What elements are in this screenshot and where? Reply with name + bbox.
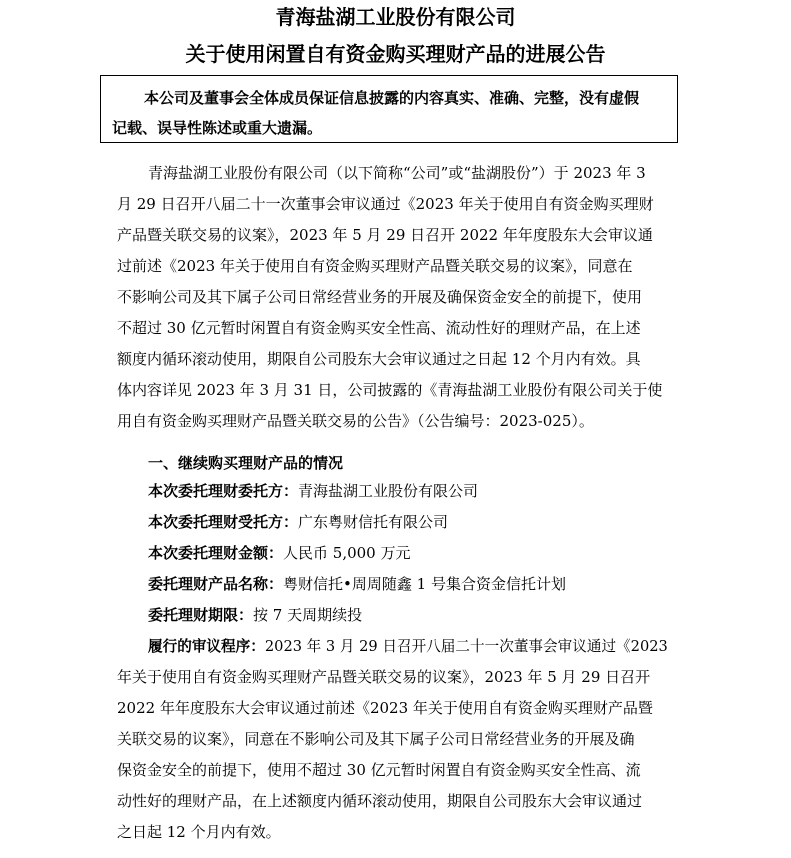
procedure-line: 动性好的理财产品，在上述额度内循环滚动使用，期限自公司股东大会审议通过 bbox=[117, 792, 643, 810]
field-value: 广东粤财信托有限公司 bbox=[298, 513, 449, 531]
field-procedure bbox=[148, 636, 668, 656]
intro-line: 额度内循环滚动使用，期限自公司股东大会审议通过之日起 12 个月内有效。具 bbox=[117, 350, 641, 368]
field-value: 青海盐湖工业股份有限公司 bbox=[298, 482, 479, 500]
field-label: 本次委托理财受托方： bbox=[148, 513, 299, 531]
field-value: 按 7 天周期续投 bbox=[253, 606, 363, 624]
procedure-first-line: 2023 年 3 月 29 日召开八届二十一次董事会审议通过《2023 bbox=[264, 637, 668, 655]
field-product-name bbox=[148, 574, 566, 594]
field-label: 委托理财产品名称： bbox=[148, 575, 284, 593]
intro-line: 产品暨关联交易的议案》，2023 年 5 月 29 日召开 2022 年年度股东大会审议通 bbox=[117, 226, 653, 244]
disclaimer-line-1: 本公司及董事会全体成员保证信息披露的内容真实、准确、完整，没有虚假 bbox=[144, 89, 640, 107]
field-label: 本次委托理财委托方： bbox=[148, 482, 299, 500]
company-title: 青海盐湖工业股份有限公司 bbox=[275, 5, 516, 29]
field-label: 委托理财期限： bbox=[148, 606, 254, 624]
procedure-line: 年关于使用自有资金购买理财产品暨关联交易的议案》，2023 年 5 月 29 日召开 bbox=[117, 668, 651, 686]
procedure-line: 关联交易的议案》，同意在不影响公司及其下属子公司日常经营业务的开展及确 bbox=[117, 730, 635, 748]
section-heading: 一、继续购买理财产品的情况 bbox=[148, 454, 344, 472]
intro-line: 不影响公司及其下属子公司日常经营业务的开展及确保资金安全的前提下，使用 bbox=[117, 288, 643, 306]
procedure-line: 保资金安全的前提下，使用不超过 30 亿元暂时闲置自有资金购买安全性高、流 bbox=[117, 761, 641, 779]
announcement-title: 关于使用闲置自有资金购买理财产品的进展公告 bbox=[185, 42, 606, 66]
intro-line: 用自有资金购买理财产品暨关联交易的公告》（公告编号：2023-025）。 bbox=[117, 412, 594, 430]
field-label: 履行的审议程序： bbox=[148, 637, 265, 655]
intro-line: 不超过 30 亿元暂时闲置自有资金购买安全性高、流动性好的理财产品，在上述 bbox=[117, 319, 641, 337]
field-value: 粤财信托•周周随鑫 1 号集合资金信托计划 bbox=[283, 575, 566, 593]
field-trustor bbox=[148, 481, 478, 501]
intro-line: 过前述《2023 年关于使用自有资金购买理财产品暨关联交易的议案》，同意在 bbox=[117, 257, 633, 275]
field-amount bbox=[148, 543, 411, 563]
procedure-line: 之日起 12 个月内有效。 bbox=[117, 823, 281, 841]
disclaimer-line-2: 记载、误导性陈述或重大遗漏。 bbox=[112, 119, 323, 137]
intro-line: 体内容详见 2023 年 3 月 31 日，公司披露的《青海盐湖工业股份有限公司关于使 bbox=[117, 381, 663, 399]
field-term bbox=[148, 605, 362, 625]
field-trustee bbox=[148, 512, 448, 532]
procedure-line: 2022 年年度股东大会审议通过前述《2023 年关于使用自有资金购买理财产品暨 bbox=[117, 699, 653, 717]
intro-line: 月 29 日召开八届二十一次董事会审议通过《2023 年关于使用自有资金购买理财 bbox=[117, 195, 654, 213]
field-value: 人民币 5,000 万元 bbox=[283, 544, 411, 562]
intro-line: 青海盐湖工业股份有限公司（以下简称“公司”或“盐湖股份”）于 2023 年 3 bbox=[148, 164, 646, 182]
field-label: 本次委托理财金额： bbox=[148, 544, 284, 562]
